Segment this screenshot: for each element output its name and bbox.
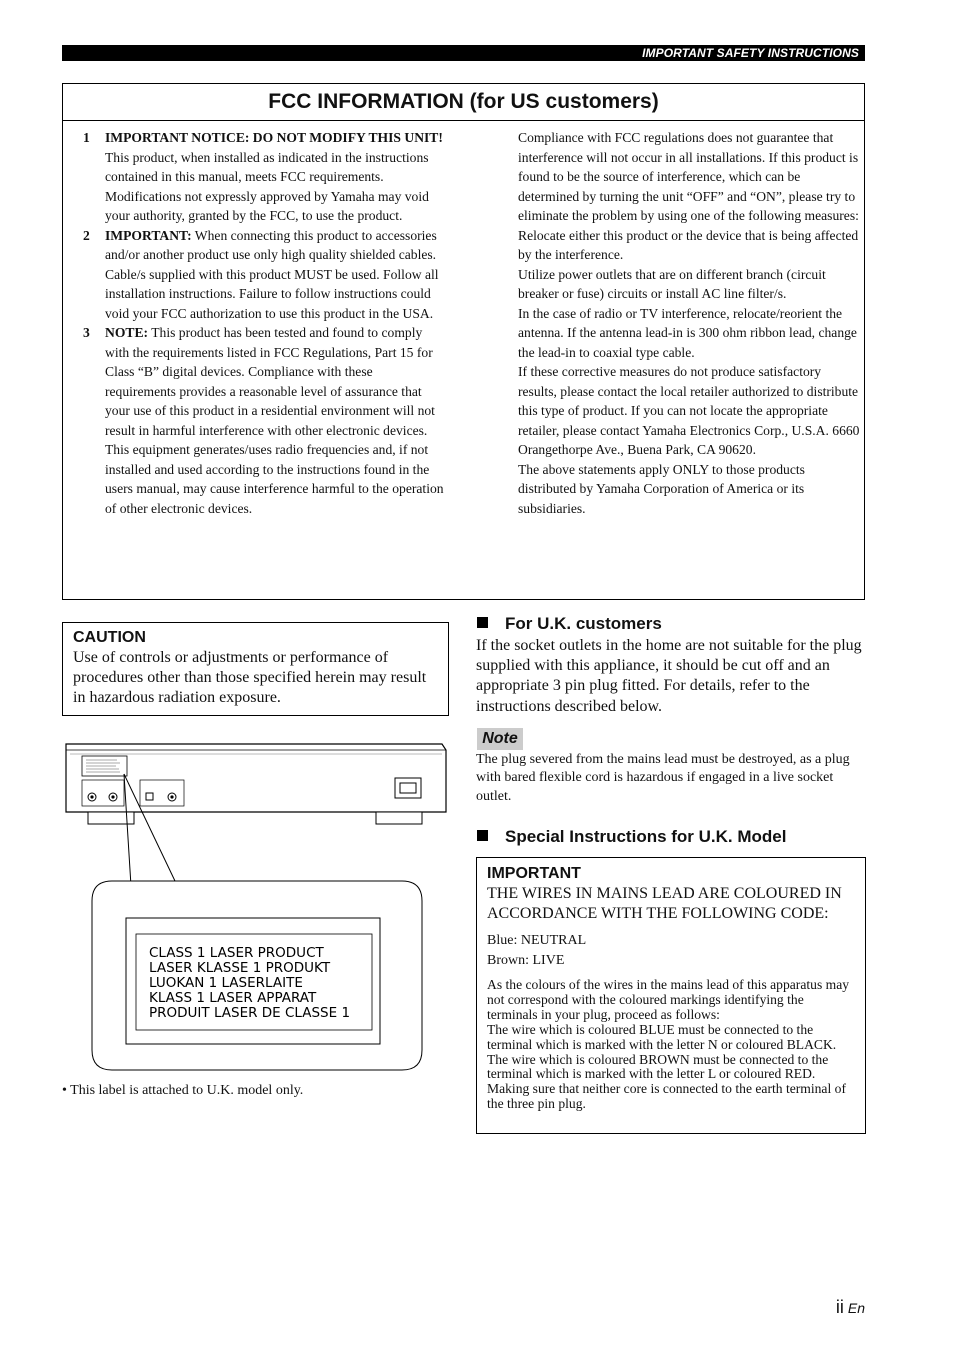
section-title: IMPORTANT SAFETY INSTRUCTIONS bbox=[642, 46, 859, 60]
note-tag: Note bbox=[477, 728, 523, 750]
important-title: IMPORTANT bbox=[487, 865, 581, 882]
language-code: En bbox=[847, 1300, 865, 1316]
fcc-item-1 bbox=[83, 128, 446, 226]
brown-wire-code: Brown: LIVE bbox=[487, 952, 565, 968]
note-text: The plug severed from the mains lead must be destroyed, as a plug with bared flexible cord is hazardous if engaged in a live socket outlet. bbox=[476, 752, 850, 804]
laser-label-line: LASER KLASSE 1 PRODUKT bbox=[149, 960, 331, 976]
label-note: • This label is attached to U.K. model only. bbox=[62, 1083, 304, 1098]
important-box bbox=[476, 857, 866, 1134]
fcc-item-3 bbox=[83, 323, 446, 518]
item-number: 3 bbox=[83, 325, 90, 340]
fcc-information-box bbox=[62, 83, 865, 600]
fcc-paragraph: If these corrective measures do not produce satisfactory results, please contact the local retailer authorized to distribute this type of product. If you can not locate the appropriate retailer, please contact Yamaha Electronics Corp., U.S.A. 6660 Orangethorpe Ave., Buena Park, CA 90620. bbox=[518, 364, 860, 457]
item-body: This product has been tested and found to comply with the requirements listed in FCC Regulations, Part 15 for Class “B” digital devices. Compliance with these requirements provides a reasonable level of assurance that your use of this product in a residential environment will not result in harmful interference with other electronic devices. bbox=[105, 325, 435, 438]
laser-label-line: CLASS 1 LASER PRODUCT bbox=[149, 945, 324, 961]
blue-wire-code: Blue: NEUTRAL bbox=[487, 933, 587, 948]
fcc-title: FCC INFORMATION (for US customers) bbox=[63, 84, 864, 121]
laser-label-line: LUOKAN 1 LASERLAITE bbox=[149, 975, 303, 991]
laser-label-line: KLASS 1 LASER APPARAT bbox=[149, 990, 317, 1006]
heading-text: Special Instructions for U.K. Model bbox=[505, 827, 787, 846]
important-caps-text: THE WIRES IN MAINS LEAD ARE COLOURED IN ACCORDANCE WITH THE FOLLOWING CODE: bbox=[487, 885, 842, 922]
fcc-right-column bbox=[518, 128, 863, 518]
fcc-paragraph: Utilize power outlets that are on different branch (circuit breaker or fuse) circuits or install AC line filter/s. bbox=[518, 266, 826, 301]
item-heading: NOTE: bbox=[105, 325, 149, 340]
fcc-item-2 bbox=[83, 226, 446, 324]
item-body: When connecting this product to accessories and/or another product use only high quality shielded cables. Cable/s supplied with this product MUST be used. Follow all installation instructions. Failure to follow instructions could void your FCC authorization to use this product in the USA. bbox=[105, 227, 439, 321]
important-body-paragraph: The wire which is coloured BLUE must be connected to the terminal which is marked with the letter N or coloured BLACK. The wire which is coloured BROWN must be connected to the terminal which is marked with the letter L or coloured RED. bbox=[487, 1021, 837, 1082]
rear-panel-laser-label-illustration bbox=[62, 738, 452, 1078]
item-number: 2 bbox=[83, 227, 90, 243]
item-heading: IMPORTANT NOTICE: DO NOT MODIFY THIS UNIT! bbox=[105, 130, 443, 145]
square-bullet-icon bbox=[477, 830, 488, 841]
uk-customers-text: If the socket outlets in the home are not suitable for the plug supplied with this appliance, it should be cut off and an appropriate 3 pin plug fitted. For details, refer to the instructions described below. bbox=[476, 637, 862, 715]
laser-label-line: PRODUIT LASER DE CLASSE 1 bbox=[149, 1005, 351, 1021]
item-body-continued: This equipment generates/uses radio frequencies and, if not installed and used according to the instructions found in the users manual, may cause interference harmful to the operation of other electronic devices. bbox=[105, 442, 444, 516]
wire-colour-codes bbox=[487, 931, 855, 970]
special-instructions-heading bbox=[477, 827, 786, 847]
fcc-paragraph: The above statements apply ONLY to those products distributed by Yamaha Corporation of America or its subsidiaries. bbox=[518, 461, 805, 516]
fcc-paragraph: Relocate either this product or the device that is being affected by the interference. bbox=[518, 227, 859, 262]
fcc-paragraph: In the case of radio or TV interference, relocate/reorient the antenna. If the antenna lead-in is 300 ohm ribbon lead, change the lead-in to coaxial type cable. bbox=[518, 305, 857, 360]
page-number-value: ii bbox=[835, 1297, 844, 1317]
square-bullet-icon bbox=[477, 617, 488, 628]
important-body-paragraph: Making sure that neither core is connected to the earth terminal of the three pin plug. bbox=[487, 1081, 846, 1112]
caution-box bbox=[62, 622, 449, 716]
item-body: This product, when installed as indicated in the instructions contained in this manual, meets FCC requirements. Modifications not expressly approved by Yamaha may void your authority, granted by the FCC, to use the product. bbox=[105, 149, 429, 223]
uk-customers-heading bbox=[477, 614, 662, 634]
caution-title: CAUTION bbox=[73, 629, 146, 646]
heading-text: For U.K. customers bbox=[505, 614, 662, 633]
header-bar bbox=[62, 45, 865, 61]
item-number: 1 bbox=[83, 130, 90, 145]
item-heading: IMPORTANT: bbox=[105, 227, 192, 243]
important-body-paragraph: As the colours of the wires in the mains lead of this apparatus may not correspond with the coloured markings identifying the terminals in your plug, proceed as follows: bbox=[487, 977, 850, 1022]
fcc-left-column bbox=[83, 128, 446, 518]
important-body bbox=[487, 978, 855, 1112]
caution-text: Use of controls or adjustments or performance of procedures other than those specified herein may result in hazardous radiation exposure. bbox=[73, 649, 427, 706]
page-number bbox=[836, 1297, 865, 1318]
fcc-paragraph: Compliance with FCC regulations does not guarantee that interference will not occur in all installations. If this product is found to be the source of interference, which can be determined by turning the unit “OFF” and “ON”, please try to eliminate the problem by using one of the following measures: bbox=[518, 130, 859, 223]
